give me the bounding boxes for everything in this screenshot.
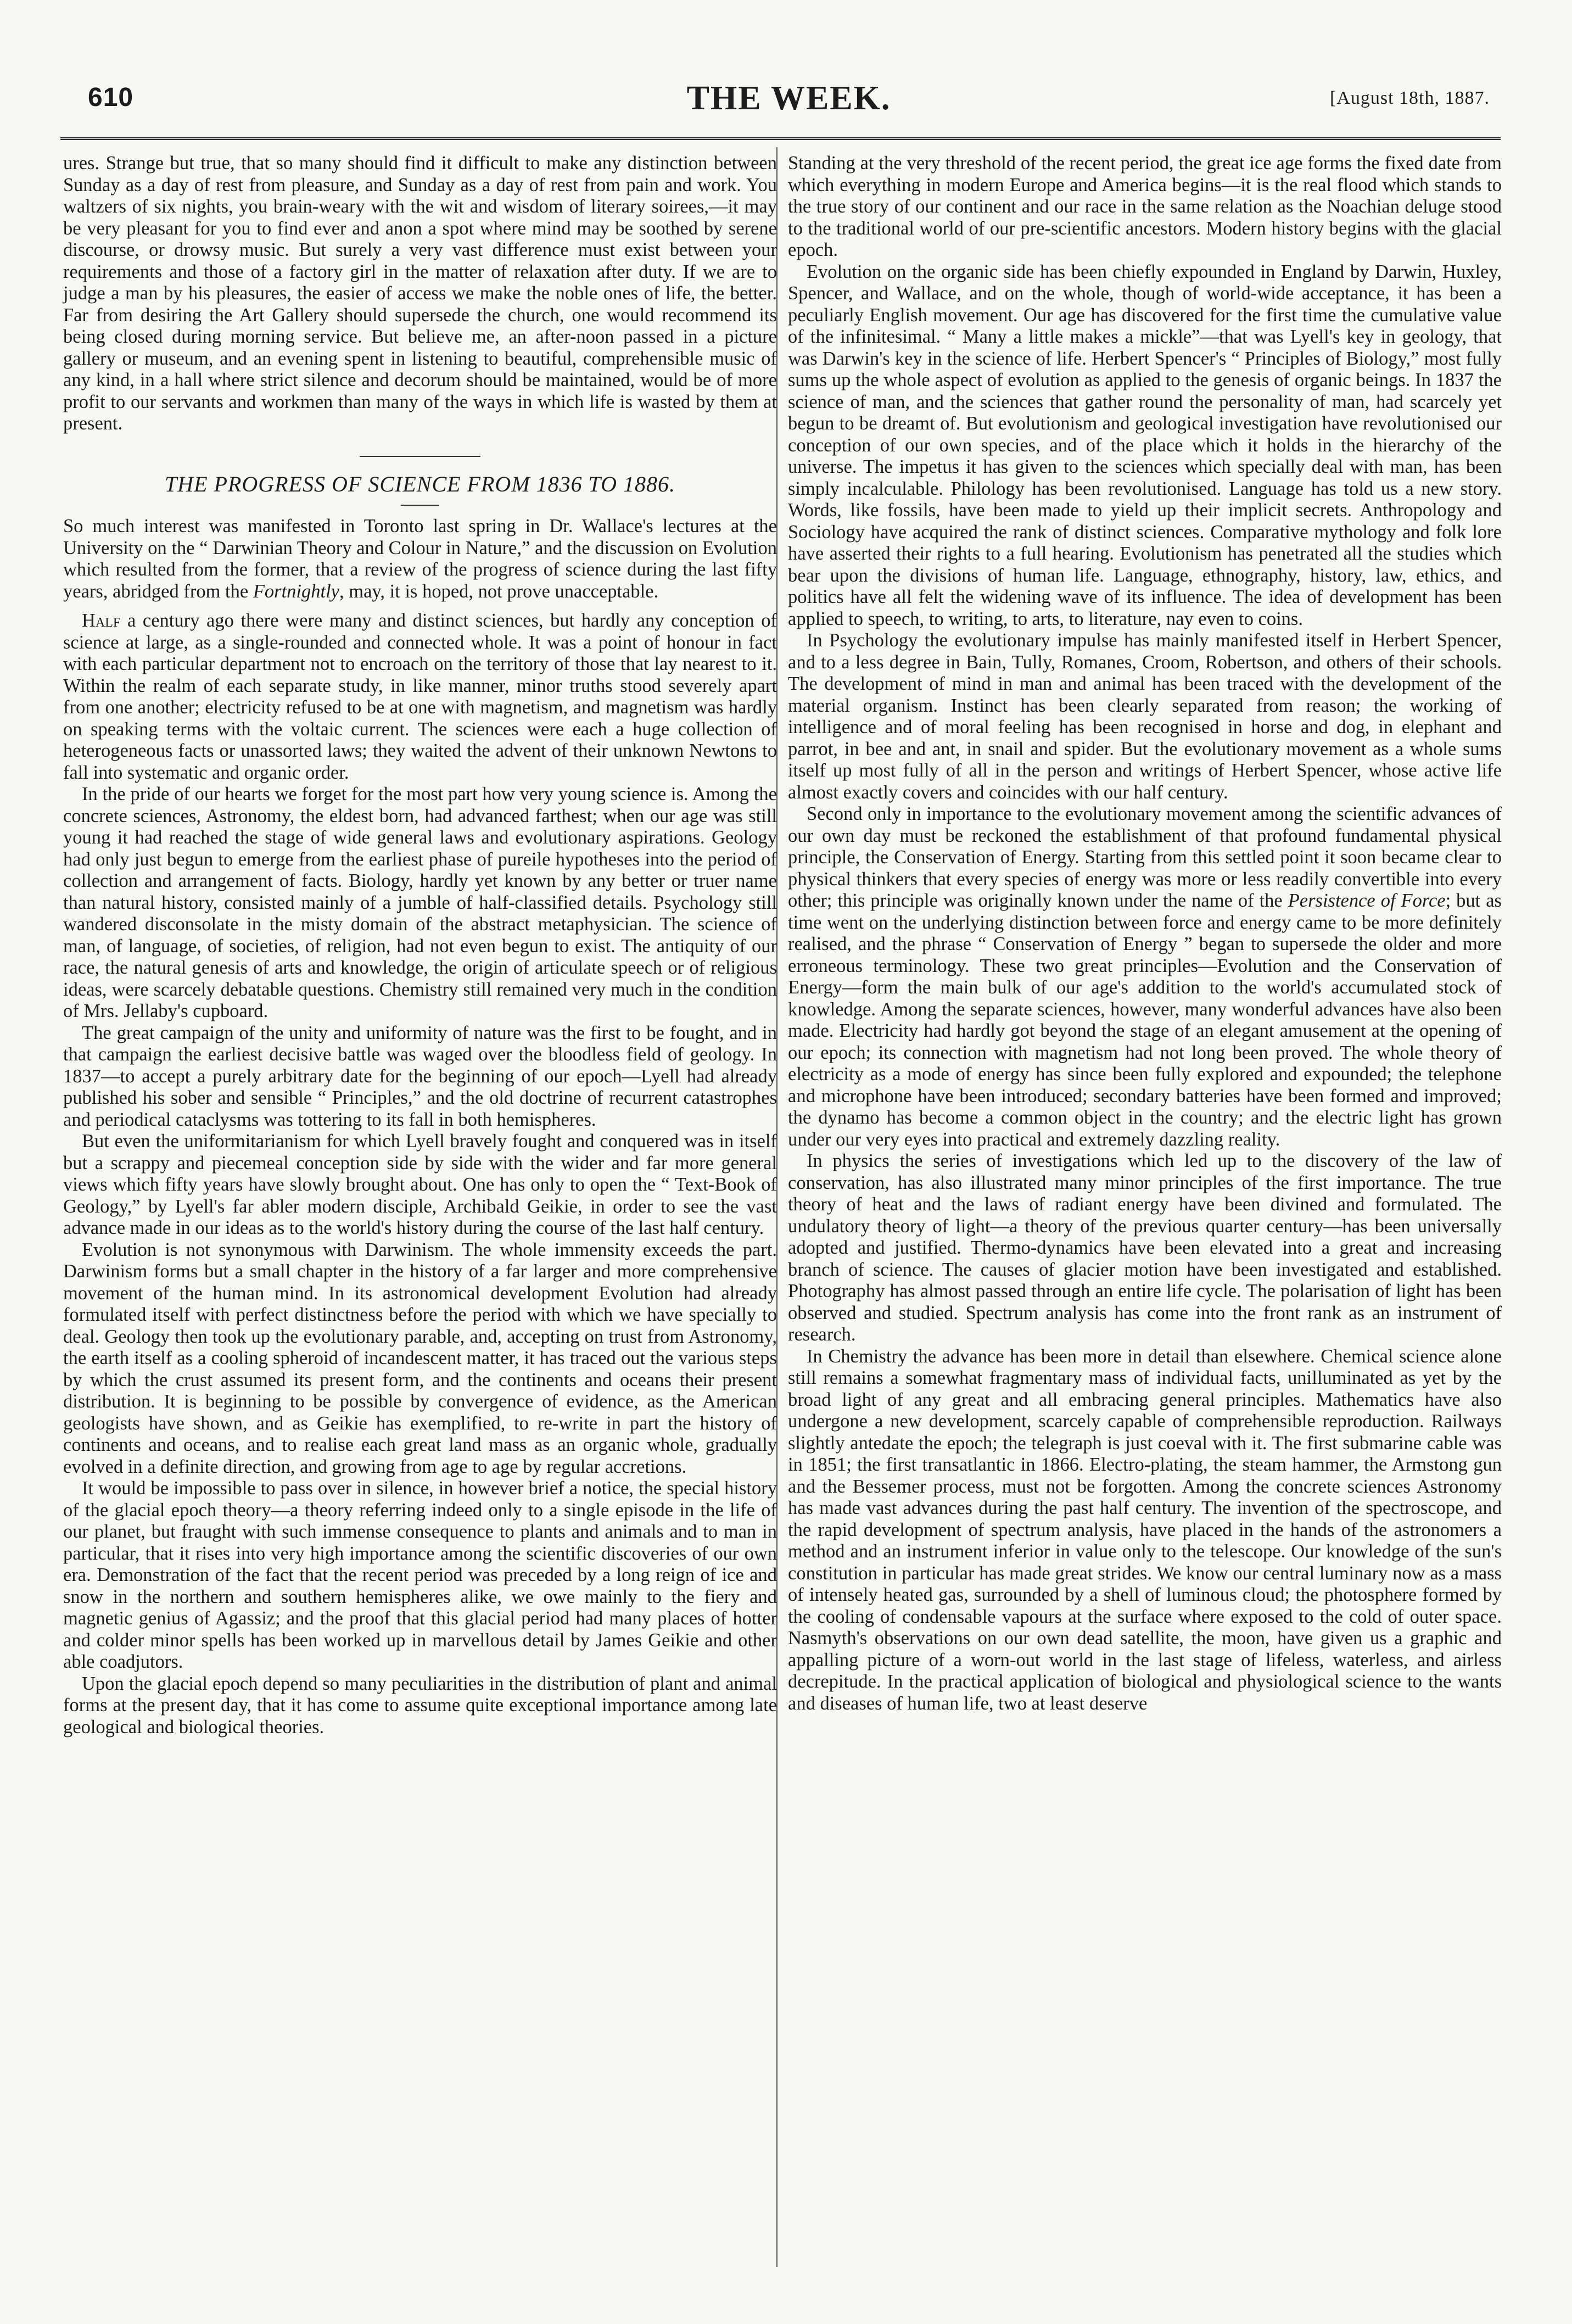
continued-paragraph: ures. Strange but true, that so many should find it difficult to make any distinction between Sunday as a day of rest from pleasure, and Sunday as a day of rest from pain and work. You waltzers of six nights, you brain-weary with the wit and wisdom of literary soirees,—it may be very pleasant for you to find ever and anon a spot where mind may be soothed by serene discourse, or drowsy music. But surely a very vast difference must exist between your requirements and those of a factory girl in the matter of relaxation after duty. If we are to judge a man by his pleasures, the easier of access we make the noble ones of life, the better. Far from desiring the Art Gallery should supersede the church, one would recommend its being closed during morning service. But believe me, an after-noon passed in a picture gallery or museum, and an evening spent in listening to beautiful, comprehensible music of any kind, in a hall where strict silence and decorum should be maintained, would be of more profit to our servants and workmen than many of the ways in which life is wasted by them at present.	[63, 153, 777, 434]
paragraph: Evolution on the organic side has been chiefly expounded in England by Darwin, Huxley, Spencer, and Wallace, and on the whole, though of world-wide acceptance, it has been a peculiarly English movement. Our age has discovered for the first time the cumulative value of the infinitesimal. “ Many a little makes a mickle”—that was Lyell's key in geology, that was Darwin's key in the science of life. Herbert Spencer's “ Principles of Biology,” most fully sums up the whole aspect of evolution as applied to the genesis of organic beings. In 1837 the science of man, and the sciences that gather round the personality of man, had scarcely yet begun to be dreamt of. But evolutionism and geological investigation have revolutionised our conception of our own species, and of the place which it holds in the hierarchy of the universe. The impetus it has given to the sciences which specially deal with man, has been simply incalculable. Philology has been revolutionised. Language has told us a new story. Words, like fossils, have been made to yield up their implicit secrets. Anthropology and Sociology have acquired the rank of distinct sciences. Comparative mythology and folk lore have asserted their rights to a full hearing. Evolutionism has penetrated all the studies which bear upon the divisions of human life. Language, ethnography, history, law, ethics, and politics have all felt the widening wave of its influence. The idea of development has been applied to speech, to writing, to arts, to literature, nay even to coins.	[788, 261, 1502, 629]
right-column	[788, 153, 1502, 1714]
header-rule	[60, 137, 1501, 140]
article-title-text: THE PROGRESS OF SCIENCE FROM 1836 TO 1886.	[164, 471, 676, 496]
paragraph: It would be impossible to pass over in silence, in however brief a notice, the special history of the glacial epoch theory—a theory referring indeed only to a single episode in the life of our planet, but fraught with such immense consequence to plants and animals and to man in particular, that it rises into very high importance among the scientific discoveries of our own era. Demonstration of the fact that the recent period was preceded by a long reign of ice and snow in the northern and southern hemispheres alike, we owe mainly to the fiery and magnetic genius of Agassiz; and the proof that this glacial period had many places of hotter and colder minor spells has been worked up in marvellous detail by James Geikie and other able coadjutors.	[63, 1478, 777, 1672]
left-column	[63, 153, 777, 1738]
page-header	[88, 82, 1490, 132]
paragraph-text: ; but as time went on the underlying distinction between force and energy came to be more definitely realised, and the phrase “ Conservation of Energy ” began to supersede the older and more erroneous terminology. These two great principles—Evolution and the Conservation of Energy—form the main bulk of our age's addition to the world's accumulated stock of knowledge. Among the separate sciences, however, many wonderful advances have also been made. Electricity had hardly got beyond the stage of an elegant amusement at the opening of our epoch; its connection with magnetism had not long been proved. The whole theory of electricity as a mode of energy has since been fully explored and expounded; the telephone and microphone have been introduced; secondary batteries have been formed and improved; the dynamo has become a common object in the country; and the electric light has grown under our very eyes into practical and extremely dazzling reality.	[788, 890, 1502, 1150]
italic-term: Persistence of Force	[1288, 890, 1446, 911]
paragraph	[788, 803, 1502, 1150]
paragraph: Standing at the very threshold of the recent period, the great ice age forms the fixed date from which everything in modern Europe and America begins—it is the real flood which stands to the true story of our continent and our race in the same relation as the Noachian deluge stood to the traditional world of our pre-scientific ancestors. Modern history begins with the glacial epoch.	[788, 153, 1502, 260]
issue-date: [August 18th, 1887.	[1330, 88, 1490, 108]
intro-source: Fortnightly	[253, 580, 339, 602]
paragraph: Upon the glacial epoch depend so many peculiarities in the distribution of plant and animal forms at the present day, that it has come to assume quite exceptional importance among late geological and biological theories.	[63, 1673, 777, 1738]
intro-text-after: , may, it is hoped, not prove unacceptable.	[339, 580, 659, 602]
paragraph: Evolution is not synonymous with Darwinism. The whole immensity exceeds the part. Darwinism forms but a small chapter in the history of a far larger and more comprehensive movement of the human mind. In its astronomical development Evolution had already formulated itself with perfect distinctness before the period with which we have specially to deal. Geology then took up the evolutionary parable, and, accepting on trust from Astronomy, the earth itself as a cooling spheroid of incandescent matter, it has traced out the various steps by which the crust assumed its present form, and the continents and oceans their present distribution. It is beginning to be possible by convergence of evidence, as the American geologists have shown, and as Geikie has exemplified, to re-write in part the history of continents and oceans, and to realise each great land mass as an organic whole, gradually evolved in a definite direction, and growing from age to age by regular accretions.	[63, 1239, 777, 1477]
article-intro	[63, 516, 777, 602]
paragraph: In the pride of our hearts we forget for the most part how very young science is. Among the concrete sciences, Astronomy, the eldest born, had advanced farthest; when our age was still young it had reached the stage of wide general laws and evolutionary aspirations. Geology had only just begun to emerge from the earliest phase of pureile hypotheses into the period of collection and arrangement of facts. Biology, hardly yet known by any better or truer name than natural history, consisted mainly of a jumble of half-classified details. Psychology still wandered disconsolate in the misty domain of the abstract metaphysician. The science of man, of language, of societies, of religion, had not even begun to exist. The antiquity of our race, the natural genesis of arts and knowledge, the origin of articulate speech or of religious ideas, were scarcely debatable questions. Chemistry still remained very much in the condition of Mrs. Jellaby's cupboard.	[63, 784, 777, 1021]
article-title	[63, 456, 777, 506]
intro-text-before: So much interest was manifested in Toronto last spring in Dr. Wallace's lectures at the University on the “ Darwinian Theory and Colour in Nature,” and the discussion on Evolution which resulted from the former, that a review of the progress of science during the last fifty years, abridged from the	[63, 516, 777, 602]
paragraph-lead: Half	[82, 610, 121, 631]
paragraph-text: Second only in importance to the evolutionary movement among the scientific advances of our own day must be reckoned the establishment of that profound fundamental physical principle, the Conservation of Energy. Starting from this settled point it soon became clear to physical thinkers that every species of energy was more or less readily convertible into every other; this principle was originally known under the name of the	[788, 803, 1502, 911]
paragraph	[63, 610, 777, 784]
paragraph: In Chemistry the advance has been more in detail than elsewhere. Chemical science alone still remains a somewhat fragmentary mass of individual facts, unilluminated as yet by the broad light of any great and all embracing general principles. Mathematics have also undergone a new development, scarcely capable of comprehensible reproduction. Railways slightly antedate the epoch; the telegraph is just coeval with it. The first submarine cable was in 1851; the first transatlantic in 1866. Electro-plating, the steam hammer, the Armstong gun and the Bessemer process, must not be forgotten. Among the concrete sciences Astronomy has made vast advances during the past half century. The invention of the spectroscope, and the rapid development of spectrum analysis, have placed in the hands of the astronomers a method and an instrument inferior in value only to the telescope. Our knowledge of the sun's constitution in particular has made great strides. We know our central luminary now as a mass of intensely heated gas, surrounded by a shell of luminous cloud; the photosphere formed by the cooling of condensable vapours at the surface where exposed to the cold of outer space. Nasmyth's observations on our own dead satellite, the moon, have given us a graphic and appalling picture of a worn-out world in the last stage of lifeless, waterless, and airless decrepitude. In the practical application of biological and physiological science to the wants and diseases of human life, two at least deserve	[788, 1345, 1502, 1714]
paragraph: But even the uniformitarianism for which Lyell bravely fought and conquered was in itself but a scrappy and piecemeal conception side by side with the wider and far more general views which fifty years have slowly brought about. One has only to open the “ Text-Book of Geology,” by Lyell's far abler modern disciple, Archibald Geikie, in order to see the vast advance made in our ideas as to the world's history during the course of the last half century.	[63, 1131, 777, 1238]
paragraph: In physics the series of investigations which led up to the discovery of the law of conservation, has also illustrated many minor principles of the first importance. The true theory of heat and the laws of radiant energy have been divined and formulated. The undulatory theory of light—a theory of the previous quarter century—has been universally adopted and justified. Thermo-dynamics have been elevated into a great and increasing branch of science. The causes of glacier motion have been investigated and established. Photography has almost passed through an entire life cycle. The polarisation of light has been observed and studied. Spectrum analysis has come into the front rank as an instrument of research.	[788, 1150, 1502, 1345]
paragraph: In Psychology the evolutionary impulse has mainly manifested itself in Herbert Spencer, and to a less degree in Bain, Tully, Romanes, Croom, Robertson, and others of their schools. The development of mind in man and animal has been traced with the development of the material organism. Instinct has been clearly separated from reason; the working of intelligence and of moral feeling has been recognised in horse and dog, in elephant and parrot, in bee and ant, in snail and spider. But the evolutionary movement as a whole sums itself up most fully of all in the person and writings of Herbert Spencer, whose active life almost exactly covers and coincides with our half century.	[788, 630, 1502, 803]
paragraph: The great campaign of the unity and uniformity of nature was the first to be fought, and in that campaign the earliest decisive battle was waged over the bloodless field of geology. In 1837—to accept a purely arbitrary date for the beginning of our epoch—Lyell had already published his sober and sensible “ Principles,” and the old doctrine of recurrent catastrophes and periodical cataclysms was tottering to its fall in both hemispheres.	[63, 1022, 777, 1130]
journal-title: THE WEEK.	[686, 80, 891, 117]
page-number: 610	[88, 83, 134, 112]
paragraph-text: a century ago there were many and distinct sciences, but hardly any conception of science at large, as a single-rounded and connected whole. It was a point of honour in fact with each particular department not to encroach on the territory of those that lay nearest to it. Within the realm of each separate study, in like manner, minor truths stood severely apart from one another; electricity refused to be at one with magnetism, and magnetism was hardly on speaking terms with the voltaic current. The sciences were each a huge collection of heterogeneous facts or unassorted laws; they waited the advent of their unknown Newtons to fall into systematic and organic order.	[63, 610, 777, 783]
